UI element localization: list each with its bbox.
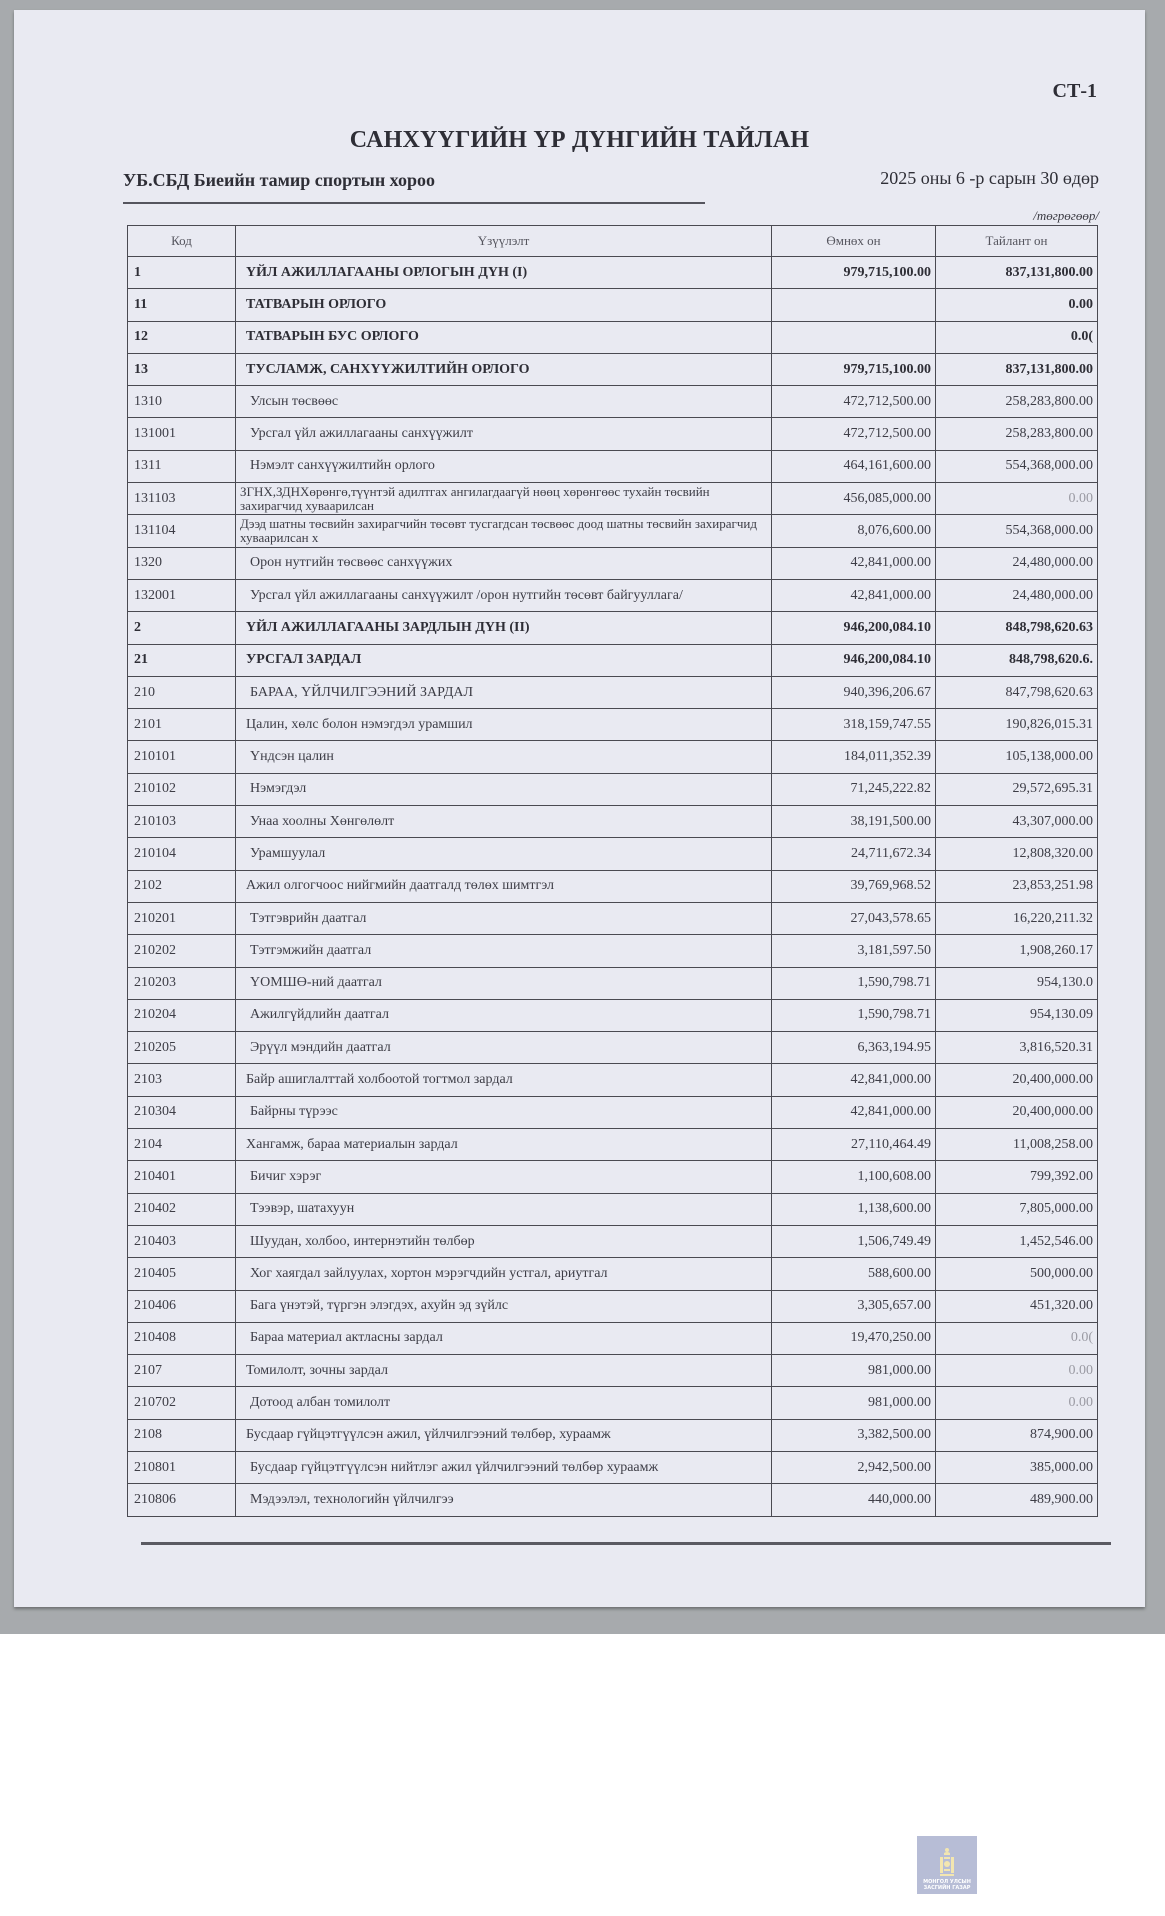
- row-report-year-value: 874,900.00: [936, 1419, 1098, 1451]
- row-description: Тэтгэврийн даатгал: [236, 902, 772, 934]
- row-report-year-value: 29,572,695.31: [936, 773, 1098, 805]
- table-row: [128, 870, 1098, 902]
- report-date: 2025 оны 6 -р сарын 30 өдөр: [880, 168, 1099, 188]
- row-report-year-value: 954,130.0: [936, 967, 1098, 999]
- row-prior-year-value: 588,600.00: [772, 1258, 936, 1290]
- row-report-year-value: 1,908,260.17: [936, 935, 1098, 967]
- row-code: 210205: [128, 1032, 236, 1064]
- row-report-year-value: 105,138,000.00: [936, 741, 1098, 773]
- header-code: Код: [128, 226, 236, 257]
- row-code: 131103: [128, 483, 236, 515]
- row-report-year-value: 0.00: [936, 289, 1098, 321]
- table-row: [128, 579, 1098, 611]
- row-report-year-value: 0.0(: [936, 1322, 1098, 1354]
- logo-text-line1: МОНГОЛ УЛСЫН: [923, 1879, 971, 1885]
- row-description: Томилолт, зочны зардал: [236, 1355, 772, 1387]
- row-code: 132001: [128, 579, 236, 611]
- table-row: [128, 1064, 1098, 1096]
- row-description: Нэмэлт санхүүжилтийн орлого: [236, 450, 772, 482]
- table-row: [128, 1387, 1098, 1419]
- row-report-year-value: 0.00: [936, 1355, 1098, 1387]
- row-code: 210402: [128, 1193, 236, 1225]
- row-prior-year-value: 1,100,608.00: [772, 1161, 936, 1193]
- organization-underline: [123, 202, 705, 204]
- row-code: 210202: [128, 935, 236, 967]
- row-code: 210801: [128, 1451, 236, 1483]
- row-report-year-value: 0.0(: [936, 321, 1098, 353]
- table-row: [128, 547, 1098, 579]
- row-report-year-value: 20,400,000.00: [936, 1064, 1098, 1096]
- table-row: [128, 353, 1098, 385]
- row-prior-year-value: 38,191,500.00: [772, 806, 936, 838]
- row-report-year-value: 23,853,251.98: [936, 870, 1098, 902]
- row-description: Урсгал үйл ажиллагааны санхүүжилт: [236, 418, 772, 450]
- table-row: [128, 741, 1098, 773]
- header-indicator: Үзүүлэлт: [236, 226, 772, 257]
- row-report-year-value: 489,900.00: [936, 1484, 1098, 1516]
- row-code: 210702: [128, 1387, 236, 1419]
- row-prior-year-value: 1,138,600.00: [772, 1193, 936, 1225]
- table-row: [128, 676, 1098, 708]
- row-prior-year-value: 440,000.00: [772, 1484, 936, 1516]
- table-row: [128, 1129, 1098, 1161]
- row-prior-year-value: 1,590,798.71: [772, 999, 936, 1031]
- table-row: [128, 1290, 1098, 1322]
- row-code: 210203: [128, 967, 236, 999]
- row-report-year-value: 554,368,000.00: [936, 515, 1098, 547]
- table-row: [128, 1484, 1098, 1516]
- row-prior-year-value: 979,715,100.00: [772, 257, 936, 289]
- row-code: 131001: [128, 418, 236, 450]
- table-row: [128, 838, 1098, 870]
- row-prior-year-value: 42,841,000.00: [772, 1064, 936, 1096]
- row-report-year-value: 12,808,320.00: [936, 838, 1098, 870]
- table-row: [128, 1161, 1098, 1193]
- row-code: 131104: [128, 515, 236, 547]
- row-description: ТУСЛАМЖ, САНХҮҮЖИЛТИЙН ОРЛОГО: [236, 353, 772, 385]
- row-report-year-value: 837,131,800.00: [936, 353, 1098, 385]
- row-code: 210406: [128, 1290, 236, 1322]
- row-report-year-value: 554,368,000.00: [936, 450, 1098, 482]
- table-row: [128, 999, 1098, 1031]
- header-prior-year: Өмнөх он: [772, 226, 936, 257]
- row-prior-year-value: [772, 321, 936, 353]
- row-prior-year-value: 946,200,084.10: [772, 644, 936, 676]
- table-row: [128, 321, 1098, 353]
- row-code: 2104: [128, 1129, 236, 1161]
- row-report-year-value: 0.00: [936, 483, 1098, 515]
- row-description: Байрны түрээс: [236, 1096, 772, 1128]
- row-description: БАРАА, ҮЙЛЧИЛГЭЭНИЙ ЗАРДАЛ: [236, 676, 772, 708]
- row-prior-year-value: 6,363,194.95: [772, 1032, 936, 1064]
- financial-results-table: [127, 225, 1098, 1517]
- row-prior-year-value: 472,712,500.00: [772, 386, 936, 418]
- row-prior-year-value: 1,506,749.49: [772, 1225, 936, 1257]
- row-code: 210408: [128, 1322, 236, 1354]
- row-report-year-value: 799,392.00: [936, 1161, 1098, 1193]
- row-report-year-value: 258,283,800.00: [936, 386, 1098, 418]
- row-prior-year-value: 8,076,600.00: [772, 515, 936, 547]
- row-description: Орон нутгийн төсвөөс санхүүжих: [236, 547, 772, 579]
- row-prior-year-value: 184,011,352.39: [772, 741, 936, 773]
- table-row: [128, 289, 1098, 321]
- row-code: 210201: [128, 902, 236, 934]
- organization-name: УБ.СБД Биеийн тамир спортын хороо: [123, 170, 436, 190]
- row-prior-year-value: 27,110,464.49: [772, 1129, 936, 1161]
- row-prior-year-value: 981,000.00: [772, 1355, 936, 1387]
- row-prior-year-value: [772, 289, 936, 321]
- table-row: [128, 1096, 1098, 1128]
- row-prior-year-value: 940,396,206.67: [772, 676, 936, 708]
- row-description: Дотоод албан томилолт: [236, 1387, 772, 1419]
- row-code: 12: [128, 321, 236, 353]
- table-row: [128, 773, 1098, 805]
- row-prior-year-value: 39,769,968.52: [772, 870, 936, 902]
- row-prior-year-value: 19,470,250.00: [772, 1322, 936, 1354]
- row-description: Байр ашиглалттай холбоотой тогтмол зардал: [236, 1064, 772, 1096]
- row-code: 1: [128, 257, 236, 289]
- table-bottom-separator: [141, 1542, 1111, 1545]
- row-description: Эрүүл мэндийн даатгал: [236, 1032, 772, 1064]
- row-code: 2107: [128, 1355, 236, 1387]
- row-description: Цалин, хөлс болон нэмэгдэл урамшил: [236, 709, 772, 741]
- row-code: 210405: [128, 1258, 236, 1290]
- table-row: [128, 418, 1098, 450]
- row-report-year-value: 20,400,000.00: [936, 1096, 1098, 1128]
- row-code: 2103: [128, 1064, 236, 1096]
- row-description: Хангамж, бараа материалын зардал: [236, 1129, 772, 1161]
- row-prior-year-value: 3,181,597.50: [772, 935, 936, 967]
- row-code: 210403: [128, 1225, 236, 1257]
- row-code: 210806: [128, 1484, 236, 1516]
- table-row: [128, 450, 1098, 482]
- table-row: [128, 1032, 1098, 1064]
- row-description: Бичиг хэрэг: [236, 1161, 772, 1193]
- document-page: [14, 10, 1145, 1607]
- table-row: [128, 709, 1098, 741]
- row-code: 210102: [128, 773, 236, 805]
- row-prior-year-value: 456,085,000.00: [772, 483, 936, 515]
- row-description: Бусдаар гүйцэтгүүлсэн ажил, үйлчилгээний төлбөр, хураамж: [236, 1419, 772, 1451]
- row-report-year-value: 11,008,258.00: [936, 1129, 1098, 1161]
- row-description: ҮОМШӨ-ний даатгал: [236, 967, 772, 999]
- row-prior-year-value: 3,382,500.00: [772, 1419, 936, 1451]
- table-row: [128, 967, 1098, 999]
- row-report-year-value: 7,805,000.00: [936, 1193, 1098, 1225]
- row-description: ҮЙЛ АЖИЛЛАГААНЫ ОРЛОГЫН ДҮН (I): [236, 257, 772, 289]
- row-description: Дээд шатны төсвийн захирагчийн төсөвт тусгагдсан төсвөөс доод шатны төсвийн захирагчид хуваарилсан х: [236, 515, 772, 547]
- row-description: Урсгал үйл ажиллагааны санхүүжилт /орон нутгийн төсөвт байгууллага/: [236, 579, 772, 611]
- row-code: 1311: [128, 450, 236, 482]
- row-prior-year-value: 2,942,500.00: [772, 1451, 936, 1483]
- row-description: Тэтгэмжийн даатгал: [236, 935, 772, 967]
- table-row: [128, 1225, 1098, 1257]
- row-report-year-value: 500,000.00: [936, 1258, 1098, 1290]
- row-report-year-value: 451,320.00: [936, 1290, 1098, 1322]
- row-prior-year-value: 979,715,100.00: [772, 353, 936, 385]
- row-code: 210104: [128, 838, 236, 870]
- row-code: 11: [128, 289, 236, 321]
- row-prior-year-value: 3,305,657.00: [772, 1290, 936, 1322]
- row-code: 21: [128, 644, 236, 676]
- row-report-year-value: 43,307,000.00: [936, 806, 1098, 838]
- row-report-year-value: 24,480,000.00: [936, 579, 1098, 611]
- row-description: УРСГАЛ ЗАРДАЛ: [236, 644, 772, 676]
- table-row: [128, 935, 1098, 967]
- row-report-year-value: 24,480,000.00: [936, 547, 1098, 579]
- row-description: ТАТВАРЫН БУС ОРЛОГО: [236, 321, 772, 353]
- row-description: ТАТВАРЫН ОРЛОГО: [236, 289, 772, 321]
- table-header-row: [128, 226, 1098, 257]
- row-report-year-value: 837,131,800.00: [936, 257, 1098, 289]
- table-row: [128, 644, 1098, 676]
- soyombo-emblem-icon: [936, 1847, 958, 1877]
- row-prior-year-value: 42,841,000.00: [772, 1096, 936, 1128]
- row-code: 13: [128, 353, 236, 385]
- row-code: 1320: [128, 547, 236, 579]
- row-description: Үндсэн цалин: [236, 741, 772, 773]
- row-prior-year-value: 71,245,222.82: [772, 773, 936, 805]
- row-description: Нэмэгдэл: [236, 773, 772, 805]
- row-code: 210401: [128, 1161, 236, 1193]
- row-description: Урамшуулал: [236, 838, 772, 870]
- table-row: [128, 1193, 1098, 1225]
- row-report-year-value: 954,130.09: [936, 999, 1098, 1031]
- table-row: [128, 612, 1098, 644]
- document-title: САНХҮҮГИЙН ҮР ДҮНГИЙН ТАЙЛАН: [349, 127, 810, 153]
- row-code: 2108: [128, 1419, 236, 1451]
- row-code: 2: [128, 612, 236, 644]
- row-description: Тээвэр, шатахуун: [236, 1193, 772, 1225]
- row-code: 210204: [128, 999, 236, 1031]
- row-description: ЗГНХ,ЗДНХөрөнгө,түүнтэй адилтгах ангилагдаагүй нөөц хөрөнгөөс тухайн төсвийн захирагчид хуваарилсан: [236, 483, 772, 515]
- row-description: Улсын төсвөөс: [236, 386, 772, 418]
- row-prior-year-value: 42,841,000.00: [772, 547, 936, 579]
- table-row: [128, 1355, 1098, 1387]
- table-row: [128, 902, 1098, 934]
- row-prior-year-value: 946,200,084.10: [772, 612, 936, 644]
- row-prior-year-value: 24,711,672.34: [772, 838, 936, 870]
- row-description: Мэдээлэл, технологийн үйлчилгээ: [236, 1484, 772, 1516]
- row-report-year-value: 3,816,520.31: [936, 1032, 1098, 1064]
- row-code: 1310: [128, 386, 236, 418]
- row-report-year-value: 1,452,546.00: [936, 1225, 1098, 1257]
- row-code: 210: [128, 676, 236, 708]
- row-description: Шуудан, холбоо, интернэтийн төлбөр: [236, 1225, 772, 1257]
- row-prior-year-value: 981,000.00: [772, 1387, 936, 1419]
- row-description: ҮЙЛ АЖИЛЛАГААНЫ ЗАРДЛЫН ДҮН (II): [236, 612, 772, 644]
- row-report-year-value: 16,220,211.32: [936, 902, 1098, 934]
- table-row: [128, 806, 1098, 838]
- row-report-year-value: 258,283,800.00: [936, 418, 1098, 450]
- row-description: Унаа хоолны Хөнгөлөлт: [236, 806, 772, 838]
- table-row: [128, 1451, 1098, 1483]
- row-code: 2102: [128, 870, 236, 902]
- row-report-year-value: 848,798,620.63: [936, 612, 1098, 644]
- table-row: [128, 483, 1098, 515]
- row-description: Бараа материал актласны зардал: [236, 1322, 772, 1354]
- row-code: 210304: [128, 1096, 236, 1128]
- form-code: СТ-1: [1052, 80, 1097, 102]
- header-report-year: Тайлант он: [936, 226, 1098, 257]
- row-description: Бага үнэтэй, түргэн элэгдэх, ахуйн эд зүйлс: [236, 1290, 772, 1322]
- table-row: [128, 1322, 1098, 1354]
- row-report-year-value: 190,826,015.31: [936, 709, 1098, 741]
- row-report-year-value: 0.00: [936, 1387, 1098, 1419]
- government-logo: [917, 1836, 977, 1894]
- row-report-year-value: 848,798,620.6.: [936, 644, 1098, 676]
- row-report-year-value: 847,798,620.63: [936, 676, 1098, 708]
- row-description: Хог хаягдал зайлуулах, хортон мэрэгчдийн устгал, ариутгал: [236, 1258, 772, 1290]
- table-row: [128, 257, 1098, 289]
- row-code: 210101: [128, 741, 236, 773]
- table-row: [128, 386, 1098, 418]
- row-prior-year-value: 464,161,600.00: [772, 450, 936, 482]
- row-prior-year-value: 27,043,578.65: [772, 902, 936, 934]
- currency-unit: /төгрөгөөр/: [1033, 208, 1099, 223]
- row-prior-year-value: 42,841,000.00: [772, 579, 936, 611]
- row-description: Бусдаар гүйцэтгүүлсэн нийтлэг ажил үйлчилгээний төлбөр хураамж: [236, 1451, 772, 1483]
- row-description: Ажил олгогчоос нийгмийн даатгалд төлөх шимтгэл: [236, 870, 772, 902]
- row-prior-year-value: 318,159,747.55: [772, 709, 936, 741]
- logo-text-line2: ЗАСГИЙН ГАЗАР: [923, 1885, 971, 1891]
- table-row: [128, 1258, 1098, 1290]
- table-row: [128, 1419, 1098, 1451]
- table-row: [128, 515, 1098, 547]
- row-code: 2101: [128, 709, 236, 741]
- row-prior-year-value: 472,712,500.00: [772, 418, 936, 450]
- row-report-year-value: 385,000.00: [936, 1451, 1098, 1483]
- row-description: Ажилгүйдлийн даатгал: [236, 999, 772, 1031]
- row-prior-year-value: 1,590,798.71: [772, 967, 936, 999]
- row-code: 210103: [128, 806, 236, 838]
